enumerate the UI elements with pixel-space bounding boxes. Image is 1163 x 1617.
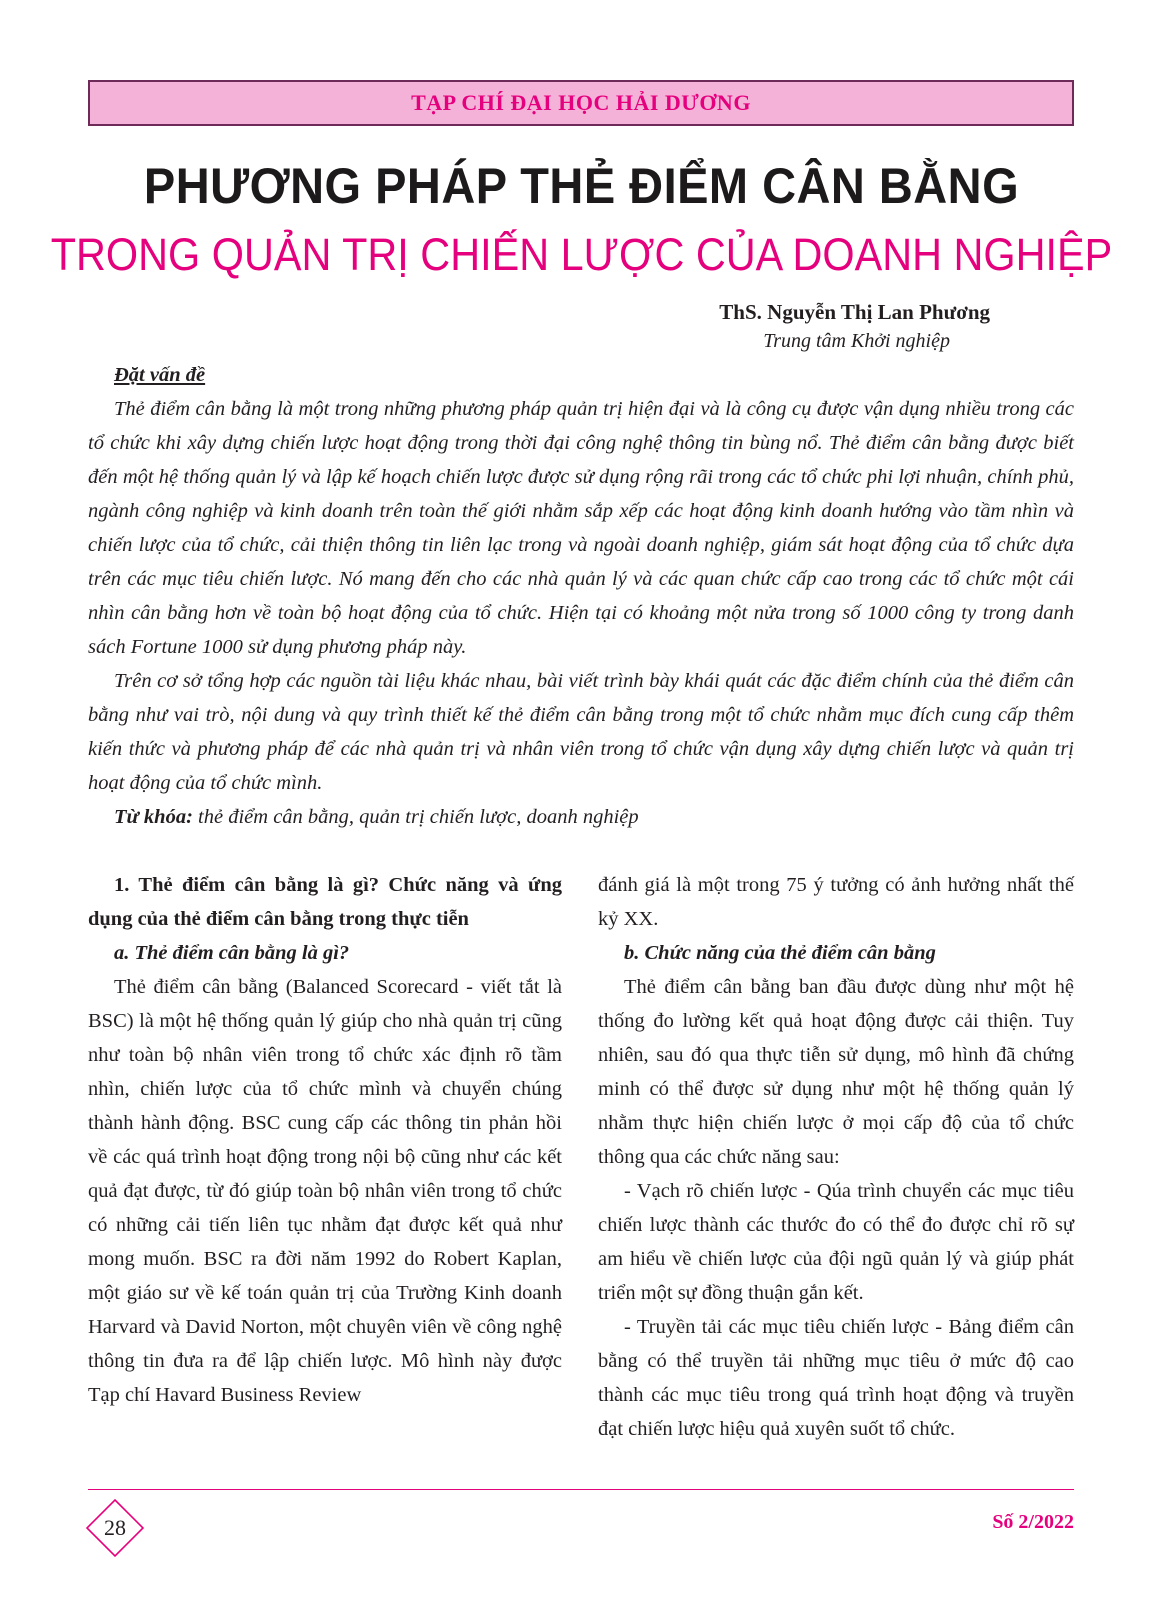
- issue-number: Số 2/2022: [992, 1511, 1074, 1533]
- body-column-left: [88, 868, 562, 1412]
- section-1-heading: 1. Thẻ điểm cân bằng là gì? Chức năng và ứng dụng của thẻ điểm cân bằng trong thực tiễn: [88, 874, 562, 930]
- journal-name: TẠP CHÍ ĐẠI HỌC HẢI DƯƠNG: [411, 90, 751, 115]
- author-name: ThS. Nguyễn Thị Lan Phương: [719, 300, 990, 324]
- abstract: [88, 358, 1074, 834]
- subsection-b-heading: b. Chức năng của thẻ điểm cân bằng: [624, 942, 936, 964]
- paragraph-b3: - Truyền tải các mục tiêu chiến lược - Bảng điểm cân bằng có thể truyền tải những mục tiêu ở mức độ cao thành các mục tiêu trong quá trình hoạt động và truyền đạt chiến lược hiệu quả xuyên suốt tổ chức.: [598, 1316, 1074, 1440]
- paragraph-a-continued: đánh giá là một trong 75 ý tưởng có ảnh hưởng nhất thế kỷ XX.: [598, 874, 1074, 930]
- page-number: 28: [104, 1515, 126, 1540]
- paragraph-b1: Thẻ điểm cân bằng ban đầu được dùng như một hệ thống đo lường kết quả hoạt động được cải thiện. Tuy nhiên, sau đó qua thực tiễn sử dụng, mô hình đã chứng minh có thể được sử dụng như một hệ thống quản lý nhằm thực hiện chiến lược ở mọi cấp độ của tổ chức thông qua các chức năng sau:: [598, 976, 1074, 1168]
- journal-header-banner: [88, 80, 1074, 126]
- paragraph-a: Thẻ điểm cân bằng (Balanced Scorecard - viết tắt là BSC) là một hệ thống quản lý giúp cho nhà quản trị cũng như toàn bộ nhân viên trong tổ chức xác định rõ tầm nhìn, chiến lược của tổ chức mình và chuyển chúng thành hành động. BSC cung cấp các thông tin phản hồi về các quá trình hoạt động trong nội bộ cũng như các kết quả đạt được, từ đó giúp toàn bộ nhân viên trong tổ chức có những cải tiến liên tục nhằm đạt được kết quả như mong muốn. BSC ra đời năm 1992 do Robert Kaplan, một giáo sư về kế toán quản trị của Trường Kinh doanh Harvard và David Norton, một chuyên viên về công nghệ thông tin đưa ra để lập chiến lược. Mô hình này được Tạp chí Havard Business Review: [88, 976, 562, 1406]
- article-title: PHƯƠNG PHÁP THẺ ĐIỂM CÂN BẰNG: [143, 158, 1020, 214]
- body-column-right: [598, 868, 1074, 1446]
- paragraph-b2: - Vạch rõ chiến lược - Qúa trình chuyển các mục tiêu chiến lược thành các thước đo có thể đo được chỉ rõ sự am hiểu về chiến lược của đội ngũ quản lý và giúp phát triển một sự đồng thuận gắn kết.: [598, 1180, 1074, 1304]
- keywords: [88, 800, 1074, 834]
- keywords-label: Từ khóa:: [114, 806, 193, 828]
- page-number-badge: [86, 1499, 144, 1557]
- keywords-text: thẻ điểm cân bằng, quản trị chiến lược, doanh nghiệp: [192, 806, 639, 828]
- article-subtitle: TRONG QUẢN TRỊ CHIẾN LƯỢC CỦA DOANH NGHIỆP: [50, 229, 1113, 280]
- abstract-paragraph-2: Trên cơ sở tổng hợp các nguồn tài liệu khác nhau, bài viết trình bày khái quát các đặc điểm chính của thẻ điểm cân bằng như vai trò, nội dung và quy trình thiết kế thẻ điểm cân bằng trong một tổ chức nhằm mục đích cung cấp thêm kiến thức và phương pháp để các nhà quản trị và nhân viên trong tổ chức vận dụng xây dựng chiến lược và quản trị hoạt động của tổ chức mình.: [88, 670, 1074, 794]
- abstract-heading: Đặt vấn đề: [114, 364, 206, 386]
- subsection-a-heading: a. Thẻ điểm cân bằng là gì?: [114, 942, 350, 964]
- abstract-paragraph-1: Thẻ điểm cân bằng là một trong những phương pháp quản trị hiện đại và là công cụ được vận dụng nhiều trong các tổ chức khi xây dựng chiến lược hoạt động trong thời đại công nghệ thông tin bùng nổ. Thẻ điểm cân bằng được biết đến một hệ thống quản lý và lập kế hoạch chiến lược được sử dụng rộng rãi trong các tổ chức phi lợi nhuận, chính phủ, ngành công nghiệp và kinh doanh trên toàn thế giới nhằm sắp xếp các hoạt động kinh doanh hướng vào tầm nhìn và chiến lược của tổ chức, cải thiện thông tin liên lạc trong và ngoài doanh nghiệp, giám sát hoạt động của tổ chức dựa trên các mục tiêu chiến lược. Nó mang đến cho các nhà quản lý và các quan chức cấp cao trong các tổ chức một cái nhìn cân bằng hơn về toàn bộ hoạt động của tổ chức. Hiện tại có khoảng một nửa trong số 1000 công ty trong danh sách Fortune 1000 sử dụng phương pháp này.: [88, 398, 1074, 658]
- author-affiliation: Trung tâm Khởi nghiệp: [763, 330, 950, 352]
- footer-divider: [88, 1489, 1074, 1490]
